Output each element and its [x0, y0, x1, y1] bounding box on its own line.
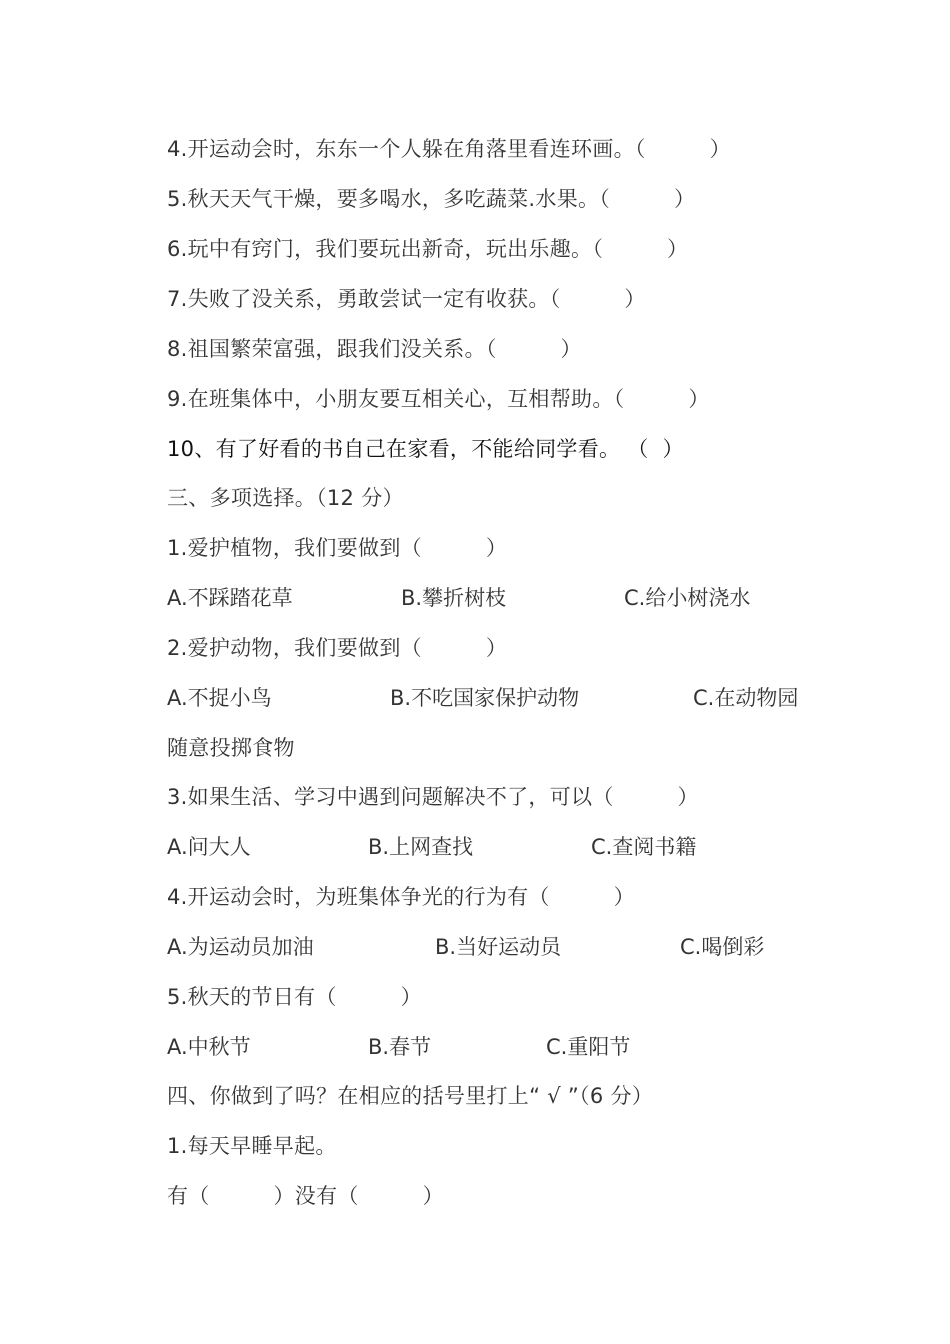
multi-1-option-c: C.给小树浇水: [624, 586, 751, 610]
section-3-title: 三、多项选择。（12 分）: [167, 486, 404, 510]
judge-item-9: 9.在班集体中，小朋友要互相关心，互相帮助。（ ）: [167, 387, 710, 411]
judge-item-6: 6.玩中有窍门，我们要玩出新奇，玩出乐趣。（ ）: [167, 237, 689, 261]
multi-2-option-c: C.在动物园: [693, 686, 799, 710]
multi-question-1: 1.爱护植物，我们要做到（ ）: [167, 536, 508, 560]
multi-2-option-c-continued: 随意投掷食物: [167, 736, 295, 760]
self-check-question-1: 1.每天早睡早起。: [167, 1134, 337, 1158]
multi-question-3: 3.如果生活、学习中遇到问题解决不了，可以（ ）: [167, 785, 699, 809]
multi-1-option-a: A.不踩踏花草: [167, 586, 293, 610]
multi-2-option-a: A.不捉小鸟: [167, 686, 272, 710]
multi-4-option-b: B.当好运动员: [435, 935, 562, 959]
multi-4-option-a: A.为运动员加油: [167, 935, 314, 959]
self-check-answer-1: 有（ ）没有（ ）: [167, 1184, 444, 1208]
multi-1-option-b: B.攀折树枝: [401, 586, 507, 610]
section-4-title: 四、你做到了吗？在相应的括号里打上“ √ ”（6 分）: [167, 1084, 654, 1108]
multi-3-option-c: C.查阅书籍: [591, 835, 697, 859]
multi-3-option-a: A.问大人: [167, 835, 251, 859]
judge-item-8: 8.祖国繁荣富强，跟我们没关系。（ ）: [167, 337, 582, 361]
multi-question-5: 5.秋天的节日有（ ）: [167, 985, 422, 1009]
judge-item-4: 4.开运动会时，东东一个人躲在角落里看连环画。（ ）: [167, 137, 731, 161]
judge-item-10: 10、有了好看的书自己在家看，不能给同学看。 （ ）: [167, 437, 684, 461]
multi-5-option-c: C.重阳节: [546, 1035, 631, 1059]
multi-5-option-a: A.中秋节: [167, 1035, 251, 1059]
multi-5-option-b: B.春节: [368, 1035, 432, 1059]
multi-2-option-b: B.不吃国家保护动物: [390, 686, 580, 710]
multi-question-4: 4.开运动会时，为班集体争光的行为有（ ）: [167, 885, 635, 909]
multi-4-option-c: C.喝倒彩: [680, 935, 765, 959]
judge-item-5: 5.秋天天气干燥，要多喝水，多吃蔬菜.水果。（ ）: [167, 187, 696, 211]
judge-item-7: 7.失败了没关系，勇敢尝试一定有收获。（ ）: [167, 287, 646, 311]
multi-3-option-b: B.上网查找: [368, 835, 474, 859]
multi-question-2: 2.爱护动物，我们要做到（ ）: [167, 636, 508, 660]
